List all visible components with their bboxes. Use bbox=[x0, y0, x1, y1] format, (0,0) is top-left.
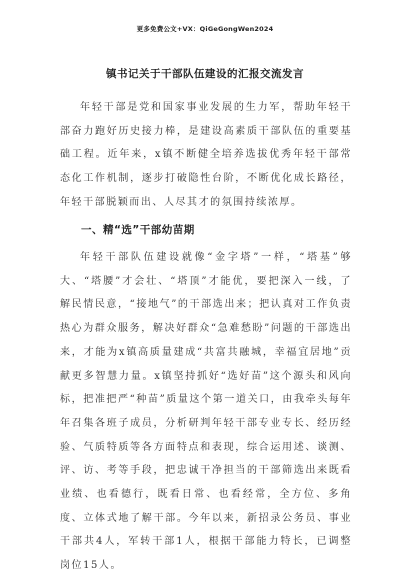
document-title: 镇书记关于干部队伍建设的汇报交流发言 bbox=[106, 68, 304, 80]
section-heading: 一、精“选”干部幼苗期 bbox=[81, 224, 195, 236]
header-note: 更多免费公文+VX：QiGeGongWen2024 bbox=[136, 25, 274, 33]
body-paragraph: 年轻干部队伍建设就像“金字塔”一样，“塔基”够大、“塔腰”才会壮、“塔顶”才能优，要把深入一线，了解民情民意，“接地气”的干部选出来；把认真对工作负责热心为群众服务，解决好群众“急难愁盼”问题的干部选出来，才能为x镇高质量建成“共富共融城，幸福宜居地”贡献更多智慧力量。x镇坚持抓好“选好苗”这个源头和风向标，把准把严“种苗”质量这个第一道关口，由我牵头每年年召集各班子成员，分析研判年轻干部专业专长、经历经验、气质特质等各方面特点和表现，综合运用述、谈测、评、访、考等手段，把忠诚干净担当的干部筛选出来既看业绩、也看德行，既看日常、也看经常，全方位、多角度、立体式地了解干部。今年以来，新招录公务员、事业干部共4人，军转干部1人，根据干部能力特长，已调整岗位15人。 bbox=[60, 252, 352, 572]
intro-paragraph: 年轻干部是党和国家事业发展的生力军，帮助年轻干部奋力跑好历史接力棒，是建设高素质干部队伍的重要基础工程。近年来，x镇不断健全培养选拔优秀年轻干部常态化工作机制，逐步打破隐性台阶，不断优化成长路径，年轻干部脱颖而出、人尽其才的氛围持续浓厚。 bbox=[60, 102, 352, 208]
